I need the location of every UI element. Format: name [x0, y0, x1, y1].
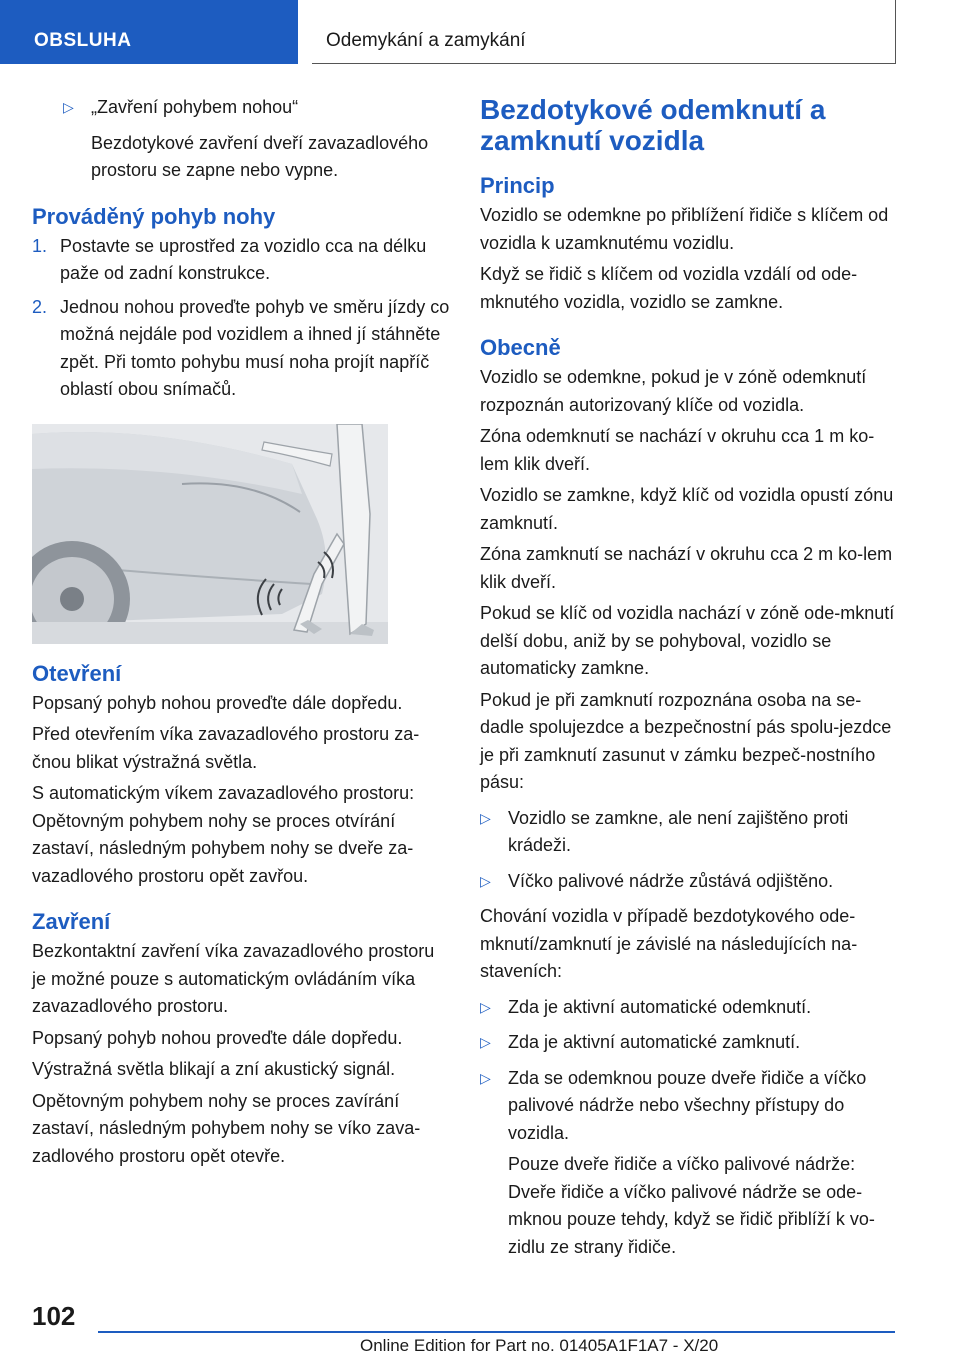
setting-bullet-text: Zda je aktivní automatické odemknutí. [508, 996, 812, 1017]
general-paragraph: Vozidlo se zamkne, když klíč od vozidla opustí zónu zamknutí. [480, 485, 894, 533]
general-paragraph: Pokud je při zamknutí rozpoznána osoba na se‐dadle spolujezdce a bezpečnostní pás spolu‐jezdce je při zamknutí zasunut v zámku bezpeč‐nostního pásu: [480, 689, 892, 792]
footer-rule [98, 1331, 895, 1333]
close-paragraph: Opětovným pohybem nohy se proces zavírání zastaví, následným pohybem nohy se víko zava‐zadlového prostoru opět otevře. [32, 1090, 421, 1166]
general-paragraph: Vozidlo se odemkne, pokud je v zóně odemknutí rozpoznán autorizovaný klíče od vozidla. [480, 367, 867, 415]
setting-bullet-text: Zda se odemknou pouze dveře řidiče a víčko palivové nádrže nebo všechny přístupy do vozidla. [508, 1067, 867, 1143]
intro-text: Bezdotykové zavření dveří zavazadlového prostoru se zapne nebo vypne. [91, 132, 429, 180]
setting-bullet [480, 1029, 898, 1057]
close-paragraph: Bezkontaktní zavření víka zavazadlového prostoru je možné pouze s automatickým ovládáním víka zavazadlového prostoru. [32, 941, 435, 1016]
intro-bullet-text: „Zavření pohybem nohou“ [91, 97, 299, 117]
open-paragraph: Popsaný pohyb nohou proveďte dále dopředu. [32, 692, 403, 713]
intro-bullet [32, 94, 452, 122]
setting-bullet [480, 1065, 898, 1148]
header-section-tab [0, 0, 298, 64]
triangle-right-bullet-icon: ▷ [480, 809, 491, 826]
step-text: Jednou nohou proveďte pohyb ve směru jízdy co možná nejdále pod vozidlem a ihned jí stáhněte zpět. Při tomto pohybu musí noha projít napříč oblastí obou snímačů. [60, 296, 450, 399]
step-item [32, 233, 452, 288]
open-heading: Otevření [32, 660, 122, 686]
triangle-right-bullet-icon: ▷ [480, 998, 491, 1015]
triangle-right-bullet-icon: ▷ [480, 1034, 491, 1050]
lock-bullet-text: Víčko palivové nádrže zůstává odjištěno. [508, 870, 834, 891]
lock-bullet-text: Vozidlo se zamkne, ale není zajištěno proti krádeži. [508, 807, 849, 855]
header-chapter-tab [312, 0, 896, 64]
right-column [480, 94, 898, 1261]
header-chapter-label: Odemykání a zamykání [326, 30, 526, 51]
open-paragraph: Před otevřením víka zavazadlového prostoru za‐čnou blikat výstražná světla. [32, 724, 420, 772]
foot-gesture-illustration [32, 424, 388, 644]
principle-paragraph: Vozidlo se odemkne po přiblížení řidiče s klíčem od vozidla k uzamknutému vozidlu. [480, 205, 889, 253]
triangle-right-bullet-icon: ▷ [480, 872, 491, 889]
setting-bullet-text: Zda je aktivní automatické zamknutí. [508, 1032, 801, 1052]
step-number: 1. [32, 235, 48, 256]
principle-paragraph: Když se řidič s klíčem od vozidla vzdálí od ode‐mknutého vozidla, vozidlo se zamkne. [480, 264, 858, 312]
general-paragraph: Zóna odemknutí se nachází v okruhu cca 1 m ko‐lem klik dveří. [480, 426, 875, 474]
general-paragraph: Pokud se klíč od vozidla nachází v zóně ode‐mknutí delší dobu, aniž by se pohyboval, vozidlo se automaticky zamkne. [480, 603, 895, 678]
close-paragraph: Popsaný pohyb nohou proveďte dále dopředu. [32, 1027, 403, 1048]
header-section-label: OBSLUHA [34, 30, 132, 51]
close-paragraph: Výstražná světla blikají a zní akustický signál. [32, 1059, 396, 1079]
triangle-right-bullet-icon: ▷ [480, 1069, 491, 1086]
page-number: 102 [32, 1301, 76, 1331]
behaviour-text: Chování vozidla v případě bezdotykového ode‐mknutí/zamknutí je závislé na následujících na‐staveních: [480, 906, 858, 981]
close-heading: Zavření [32, 909, 111, 934]
lock-bullet [480, 805, 898, 860]
setting-bullet [480, 994, 898, 1022]
motion-heading: Prováděný pohyb nohy [32, 203, 276, 229]
left-column [32, 94, 452, 1174]
setting-note: Pouze dveře řidiče a víčko palivové nádrže: Dveře řidiče a víčko palivové nádrže se ode‐mknou pouze tehdy, když se řidič přiblíží k vo‐zidlu ze strany řidiče. [508, 1154, 875, 1257]
step-item [32, 294, 452, 404]
step-number: 2. [32, 296, 48, 317]
triangle-right-bullet-icon: ▷ [63, 99, 74, 115]
lock-bullet [480, 868, 898, 896]
general-heading: Obecně [480, 335, 561, 360]
car-rear-foot-sensor-icon [32, 424, 388, 644]
open-paragraph: S automatickým víkem zavazadlového prostoru: Opětovným pohybem nohy se proces otvírání zastaví, následným pohybem nohy se dveře za‐vazadlového prostoru opět zavřou. [32, 783, 415, 886]
footer-edition: Online Edition for Part no. 01405A1F1A7 - X/20 [360, 1336, 719, 1355]
section-title: Bezdotykové odemknutí a zamknutí vozidla [480, 94, 826, 156]
principle-heading: Princip [480, 173, 555, 198]
general-paragraph: Zóna zamknutí se nachází v okruhu cca 2 m ko‐lem klik dveří. [480, 544, 893, 592]
step-text: Postavte se uprostřed za vozidlo cca na délku paže od zadní konstrukce. [60, 235, 427, 283]
